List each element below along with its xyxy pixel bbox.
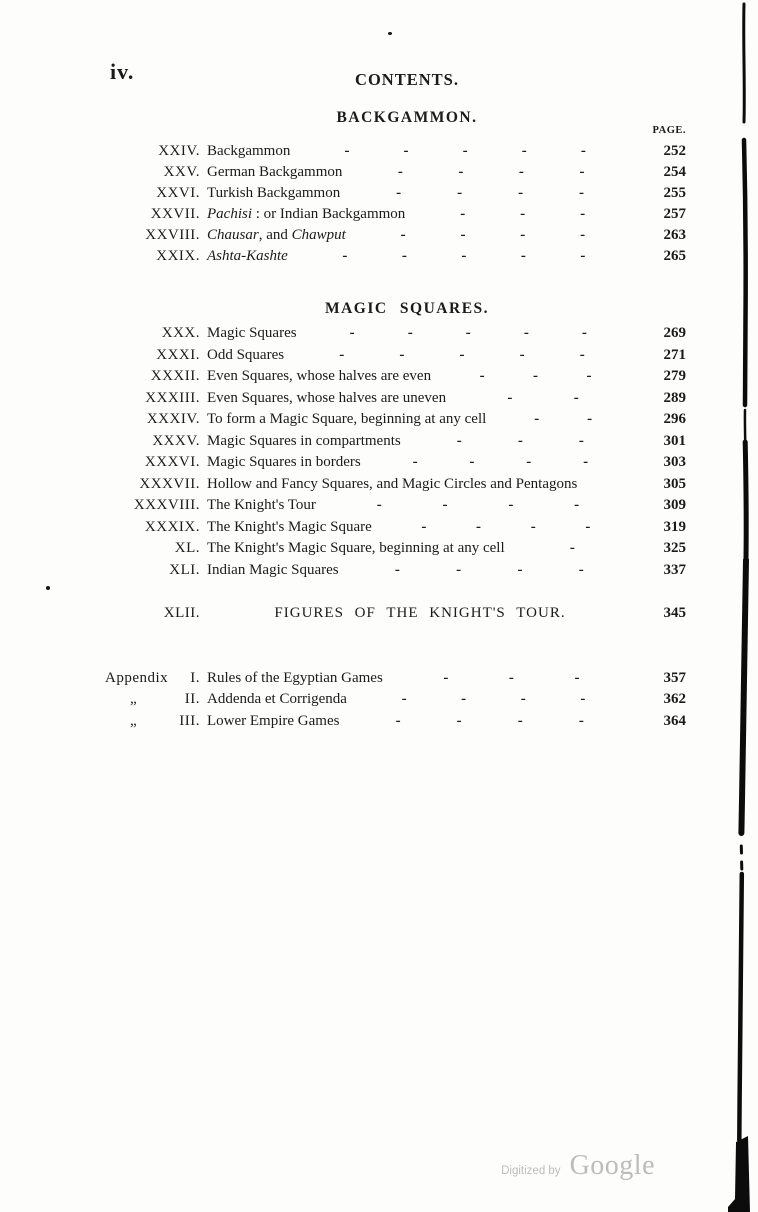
chapter-title: Even Squares, whose halves are uneven [207,389,447,406]
chapter-numeral: XXXV. [152,432,200,449]
toc-row [85,476,686,498]
chapter-title: The Knight's Magic Square, beginning at any cell [207,540,505,556]
page-number: 254 [663,164,686,180]
chapter-numeral: XLII. [163,605,200,621]
toc-row [85,691,686,712]
page-folio: iv. [110,59,135,84]
chapter-title: To form a Magic Square, beginning at any cell [207,411,487,427]
toc-row [85,540,686,562]
leader-dashes: - - - - - [349,325,587,341]
toc-row [85,227,686,248]
page-number: 305 [663,475,686,492]
leader-dashes: - - [507,389,579,406]
page-number: 309 [663,497,686,513]
leader-dashes: - - - - - [342,248,586,264]
digitized-by-google-watermark [0,1150,655,1182]
chapter-numeral: XLI. [169,561,200,578]
chapter-numeral: XXVIII. [145,227,200,243]
chapter-title: Backgammon [207,143,291,159]
chapter-title: Chausar, and Chawput [207,227,346,243]
appendix-numeral: I. [190,670,200,686]
toc-row [85,164,686,185]
toc-row [85,143,686,164]
scan-edge-artifact [728,0,758,1212]
section-heading-backgammon: BACKGAMMON. [336,109,478,126]
page-number: 252 [663,143,686,159]
chapter-numeral [85,691,200,708]
chapter-numeral: XXXIX. [144,518,200,535]
chapter-numeral: XXIX. [156,248,200,264]
scan-speck [388,32,392,35]
chapter-title: Magic Squares [207,325,297,341]
page-number: 271 [663,346,686,363]
toc-row [85,347,686,369]
chapter-title: Odd Squares [207,346,285,363]
leader-dashes: - - - - [396,185,585,201]
appendix-prefix: „ [130,712,138,729]
leader-dashes: - - - - [376,497,580,513]
toc-row [85,433,686,455]
chapter-numeral: XXXI. [156,346,200,363]
leader-dashes: - [569,540,575,556]
appendix-rows [85,670,686,734]
toc-row [85,390,686,412]
toc-row [85,325,686,347]
page-number: 257 [663,206,686,222]
chapter-numeral: XXVII. [150,206,200,222]
chapter-numeral: XXXIII. [145,389,200,406]
toc-row [85,670,686,691]
toc-row [85,206,686,227]
chapter-numeral [85,713,200,730]
page-number: 362 [663,691,686,708]
chapter-title: Magic Squares in compartments [207,432,401,449]
page-number: 357 [663,670,686,686]
chapter-numeral: XXX. [161,325,200,341]
chapter-title: Lower Empire Games [207,712,340,729]
chapter-title: FIGURES OF THE KNIGHT'S TOUR. [274,605,566,621]
page-number: 337 [663,561,686,578]
chapter-numeral: XXXVII. [139,475,200,492]
google-logo: Google [569,1150,655,1181]
page-number: 265 [663,248,686,264]
toc-row [85,411,686,433]
chapter-title: The Knight's Magic Square [207,518,372,535]
chapter-title: Rules of the Egyptian Games [207,670,383,686]
chapter-numeral: XXV. [163,164,200,180]
chapter-title: German Backgammon [207,164,343,180]
leader-dashes: - - - - [397,164,585,180]
page-number: 263 [663,227,686,243]
leader-dashes: - - [534,411,593,427]
chapter-title: Indian Magic Squares [207,561,339,578]
toc-row [85,248,686,269]
chapter-numeral: XXXVI. [144,454,200,470]
leader-dashes: - - - - [400,227,586,243]
toc-row [85,368,686,390]
page-number: 364 [663,712,686,729]
toc-row [85,185,686,206]
chapter-numeral: XXXII. [150,368,200,384]
chapter-title: Even Squares, whose halves are even [207,368,432,384]
appendix-prefix: „ [130,691,138,708]
leader-dashes: - - - [479,368,592,384]
chapter-title: Turkish Backgammon [207,185,341,201]
leader-dashes: - - - [443,670,580,686]
toc-row [85,713,686,734]
toc-row [85,562,686,584]
leader-dashes: - - - [460,206,586,222]
page-number: 289 [663,389,686,406]
chapter-title: The Knight's Tour [207,497,316,513]
page-number: 269 [663,325,686,341]
toc-row [85,497,686,519]
leader-dashes: - - - - - [344,143,586,159]
watermark-prefix-text: Digitized by [501,1165,561,1177]
page-number: 255 [663,185,686,201]
chapter-numeral: XL. [174,540,200,556]
page-number: 296 [663,411,686,427]
chapter-title: Pachisi : or Indian Backgammon [207,206,406,222]
chapter-title: Ashta-Kashte [207,248,288,264]
appendix-numeral: III. [179,712,200,729]
appendix-numeral: II. [184,691,200,708]
toc-section-magic-squares-rows [85,325,686,583]
chapter-numeral: XXIV. [158,143,200,159]
page-number: 303 [663,454,686,470]
page-number: 301 [663,432,686,449]
page-number: 325 [663,540,686,556]
appendix-prefix: Appendix [105,670,169,686]
chapter-numeral: XXVI. [156,185,200,201]
leader-dashes: - - - - [412,454,589,470]
leader-dashes: - - - - [395,712,584,729]
page-number: 345 [663,605,686,621]
figures-of-knights-tour-row [85,605,686,622]
toc-row [85,519,686,541]
chapter-title: Hollow and Fancy Squares, and Magic Circles and Pentagons [207,475,578,492]
page-column-label: PAGE. [652,125,686,136]
page-title: CONTENTS. [355,70,459,89]
page-number: 319 [663,518,686,535]
chapter-title: Magic Squares in borders [207,454,361,470]
chapter-title: Addenda et Corrigenda [207,691,347,708]
leader-dashes: - - - - - [339,346,585,363]
toc-row [85,454,686,476]
scan-speck [46,586,50,590]
chapter-numeral: XXXVIII. [133,497,200,513]
leader-dashes: - - - - [394,561,584,578]
section-heading-magic-squares: MAGIC SQUARES. [324,300,490,317]
leader-dashes: - - - - [401,691,586,708]
chapter-numeral [85,670,200,687]
chapter-numeral: XXXIV. [146,411,200,427]
leader-dashes: - - - - [421,518,591,535]
leader-dashes: - - - [456,432,584,449]
toc-section-backgammon-rows [85,143,686,269]
page-number: 279 [663,368,686,384]
